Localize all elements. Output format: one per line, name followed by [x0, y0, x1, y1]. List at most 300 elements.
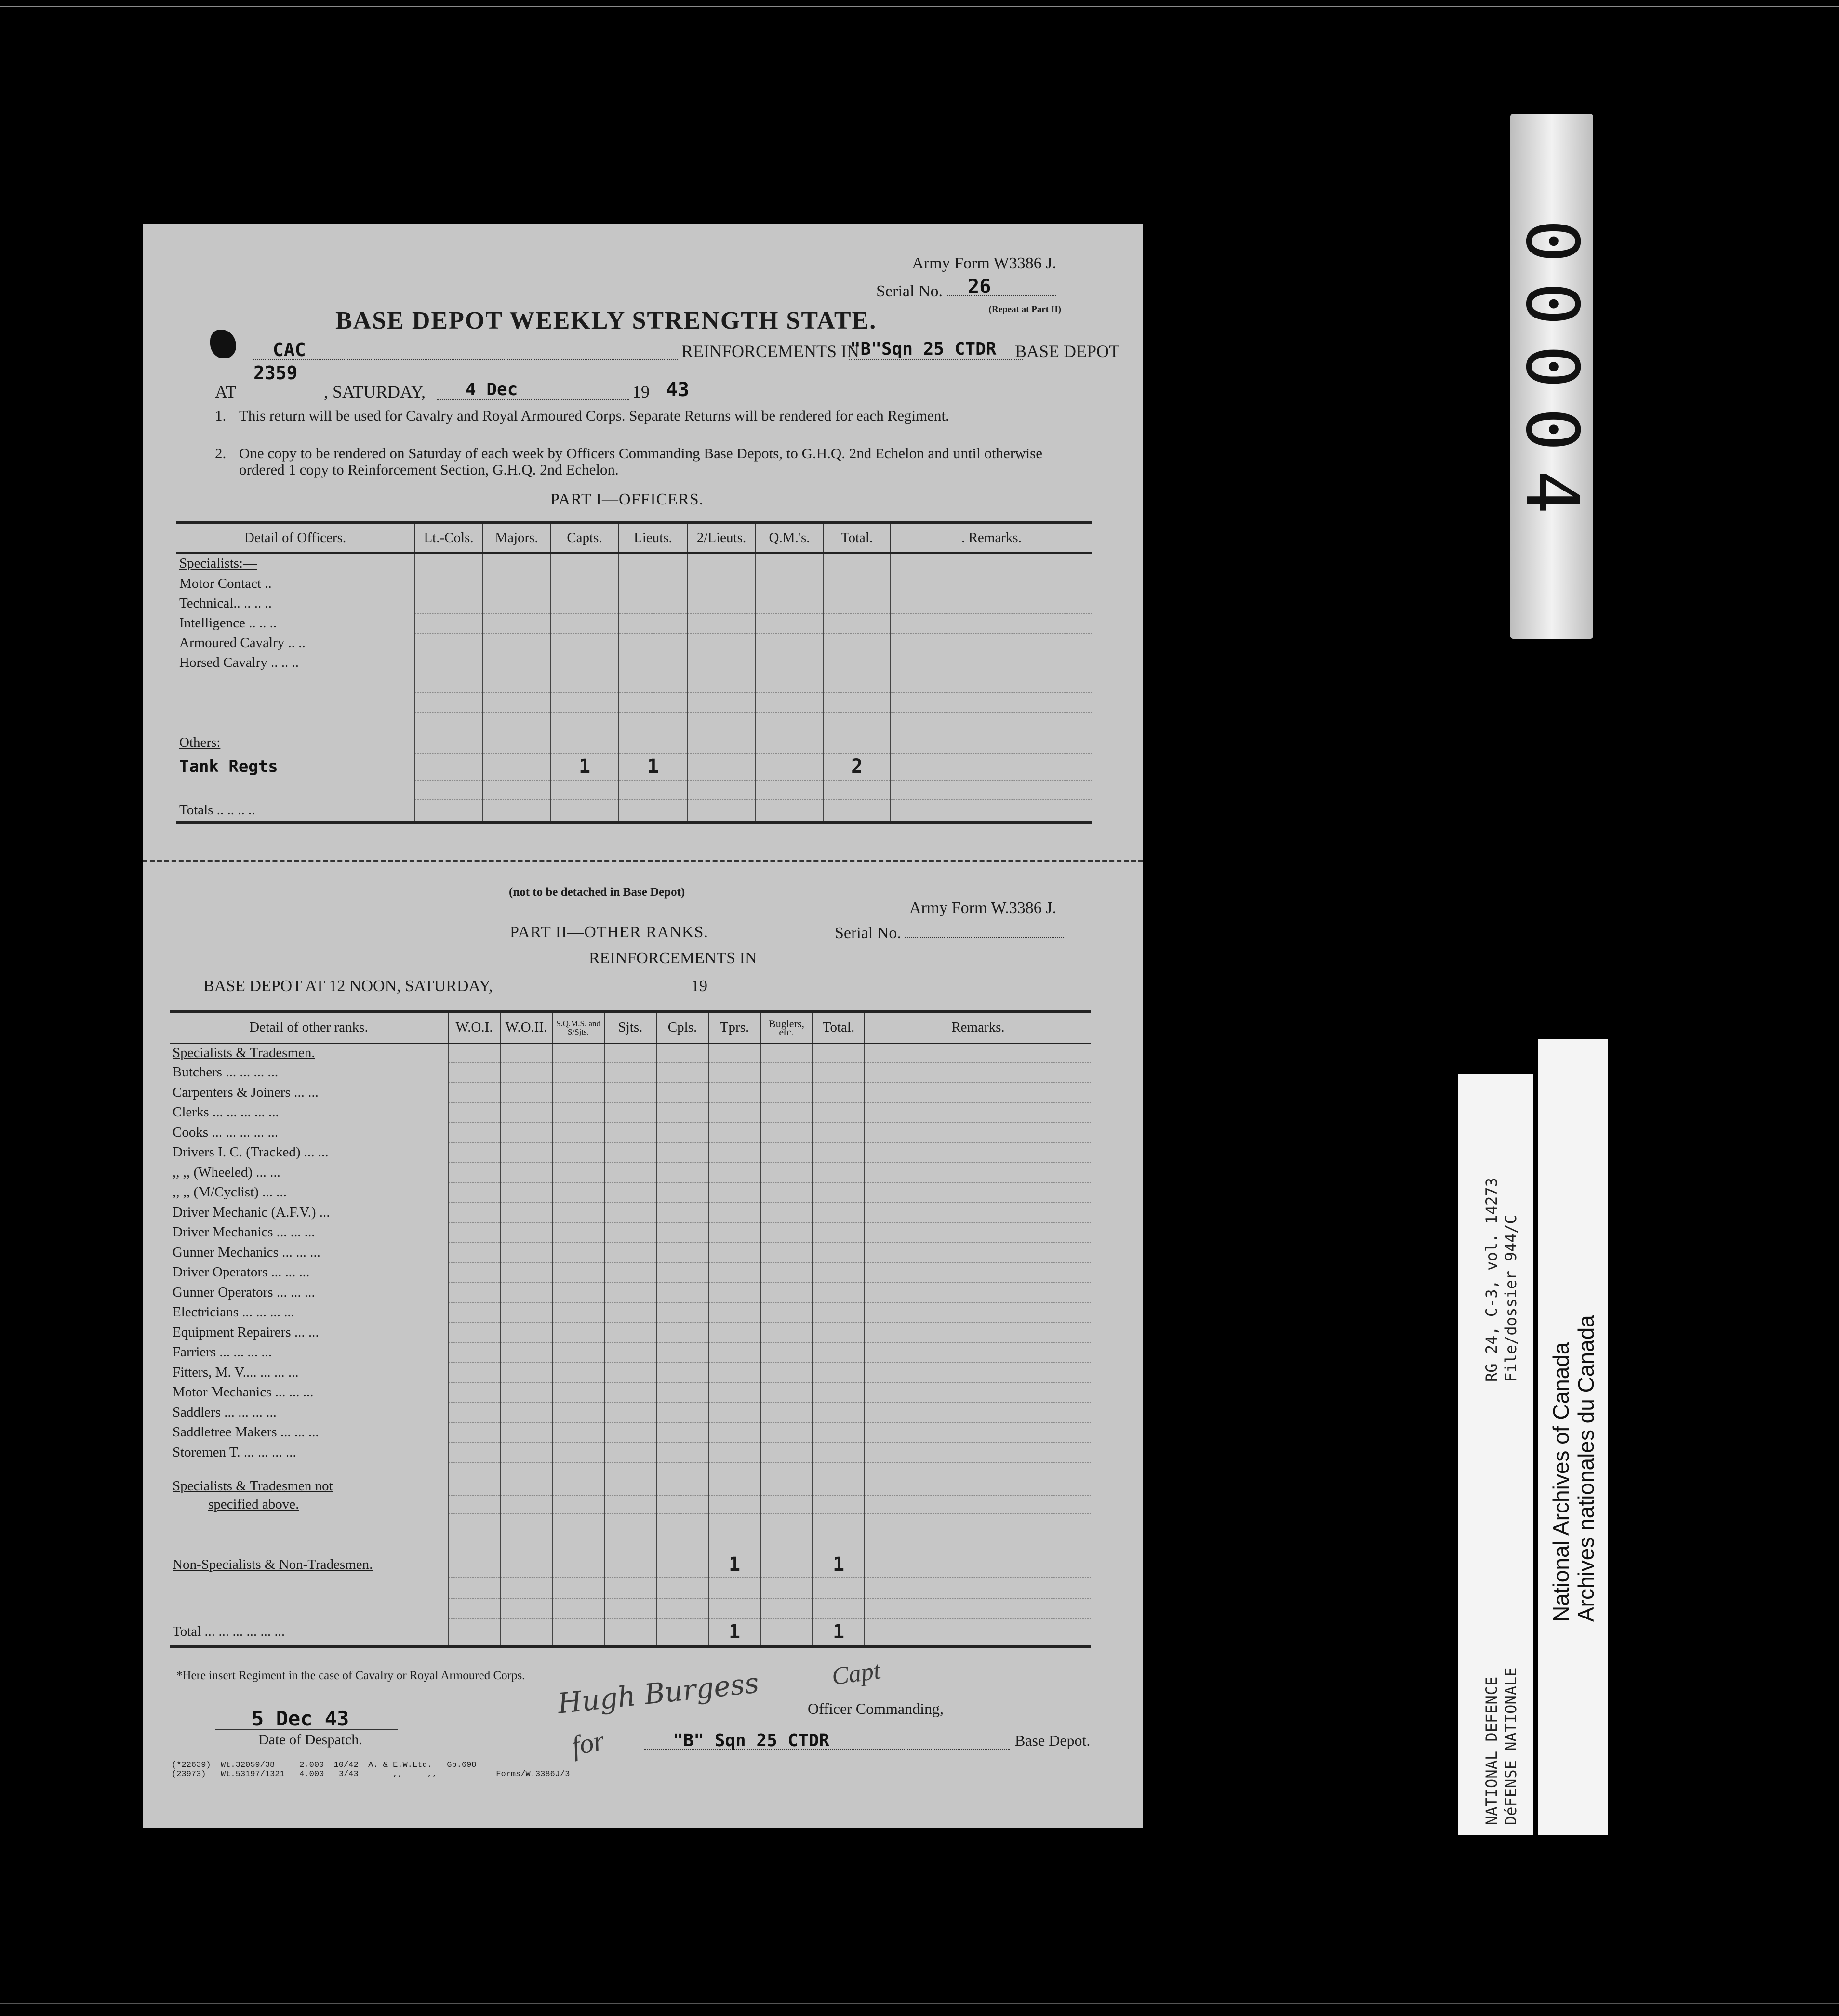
cell: [813, 1513, 865, 1533]
at-line: [215, 362, 841, 406]
cell: [865, 1363, 1091, 1383]
cell: [756, 653, 823, 673]
row-label: Carpenters & Joiners ... ...: [173, 1084, 319, 1100]
cell: [708, 1302, 760, 1323]
trade-row: [170, 1302, 1091, 1323]
cell: [619, 613, 687, 633]
row-label: Cooks ... ... ... ... ...: [173, 1124, 279, 1140]
cell: [552, 1342, 604, 1363]
cell: [865, 1262, 1091, 1283]
cell: [760, 1203, 813, 1223]
form-title: BASE DEPOT WEEKLY STRENGTH STATE.: [335, 307, 877, 334]
cell: [865, 1102, 1091, 1123]
signature-rank: Capt: [830, 1657, 882, 1691]
cell: [656, 1477, 708, 1495]
cell: [813, 1533, 865, 1552]
cell: [619, 732, 687, 753]
cell: [448, 1283, 500, 1303]
specialists-tradesmen-heading-row: [170, 1043, 1091, 1062]
cell: [500, 1598, 552, 1618]
other-ranks-table: [170, 1010, 1091, 1648]
cell: [708, 1422, 760, 1443]
at-value: 2359: [253, 362, 298, 384]
row-label: [170, 1462, 448, 1477]
not-detached-note: (not to be detached in Base Depot): [509, 886, 685, 899]
cell: [656, 1302, 708, 1323]
cell: [891, 653, 1092, 673]
cell: [448, 1222, 500, 1243]
cell: [760, 1495, 813, 1513]
cell: [552, 1443, 604, 1463]
specialist-row: [176, 633, 1092, 653]
totals-row: [176, 799, 1092, 822]
trade-row: [170, 1243, 1091, 1263]
cell: [823, 633, 891, 653]
cell: [891, 732, 1092, 753]
cell: [813, 1495, 865, 1513]
cell: [760, 1598, 813, 1618]
cell: 1: [708, 1552, 760, 1577]
row-label: Fitters, M. V.... ... ... ...: [173, 1364, 299, 1380]
perforation-line: [143, 860, 1143, 862]
despatch-line: [215, 1729, 398, 1730]
cell: [760, 1513, 813, 1533]
cell: [552, 1163, 604, 1183]
cell: [760, 1302, 813, 1323]
specialist-row: [176, 574, 1092, 594]
row-label: ,, ,, (Wheeled) ... ...: [173, 1164, 280, 1180]
cell: [448, 1382, 500, 1403]
cell: [891, 753, 1092, 780]
cell: [656, 1222, 708, 1243]
cell: [760, 1043, 813, 1062]
cell: [865, 1513, 1091, 1533]
cell: [756, 673, 823, 692]
col-buglers: Buglers, etc.: [760, 1011, 813, 1043]
cell: [448, 1363, 500, 1383]
cell: [708, 1363, 760, 1383]
non-specialists-row: [170, 1552, 1091, 1577]
form-page: [143, 224, 1143, 1828]
cell: [813, 1083, 865, 1103]
cell: [656, 1618, 708, 1646]
cell: [619, 692, 687, 712]
cell: [708, 1182, 760, 1203]
cell: [823, 780, 891, 799]
row-label: [170, 1598, 448, 1618]
cell: [760, 1382, 813, 1403]
cell: [823, 574, 891, 594]
cell: [552, 1495, 604, 1513]
cell: [604, 1302, 656, 1323]
row-label: [170, 1533, 448, 1552]
cell: [656, 1163, 708, 1183]
footnote: *Here insert Regiment in the case of Cavalry or Royal Armoured Corps.: [176, 1669, 525, 1682]
cell: [500, 1203, 552, 1223]
cell: [500, 1262, 552, 1283]
film-top-edge: [0, 6, 1839, 7]
part2-base-depot-line: BASE DEPOT AT 12 NOON, SATURDAY, 19: [203, 977, 707, 995]
cell: [708, 1043, 760, 1062]
cell: [604, 1323, 656, 1343]
cell: [604, 1462, 656, 1477]
cell: [552, 1477, 604, 1495]
row-label: Armoured Cavalry .. ..: [179, 635, 306, 650]
cell: [483, 594, 550, 613]
cell: [756, 732, 823, 753]
cell: [414, 673, 483, 692]
cell: [448, 1513, 500, 1533]
cell: [552, 1283, 604, 1303]
cell: [813, 1363, 865, 1383]
cell: [656, 1403, 708, 1423]
col-woi: W.O.I.: [448, 1011, 500, 1043]
cell: [500, 1323, 552, 1343]
col-majors: Majors.: [483, 523, 550, 553]
cell: [500, 1618, 552, 1646]
cell: [550, 653, 619, 673]
cell: [448, 1618, 500, 1646]
cell: [756, 574, 823, 594]
cell: [552, 1102, 604, 1123]
cell: [500, 1462, 552, 1477]
cell: [550, 692, 619, 712]
cell: [756, 799, 823, 822]
cell: [483, 553, 550, 574]
trade-row: [170, 1403, 1091, 1423]
row-label: Saddlers ... ... ... ...: [173, 1404, 277, 1420]
cell: [414, 712, 483, 732]
cell: [865, 1462, 1091, 1477]
blank-row: [170, 1533, 1091, 1552]
national-archives-card: [1538, 1039, 1608, 1835]
cell: [708, 1443, 760, 1463]
rg-reference: RG 24, C-3, vol. 14273: [1482, 1178, 1501, 1382]
cell: [813, 1403, 865, 1423]
cell: [708, 1323, 760, 1343]
cell: [656, 1083, 708, 1103]
cell: [760, 1363, 813, 1383]
row-label: Gunner Operators ... ... ...: [173, 1284, 315, 1300]
cell: [708, 1513, 760, 1533]
cell: [604, 1043, 656, 1062]
cell: [500, 1302, 552, 1323]
col-remarks: . Remarks.: [891, 523, 1092, 553]
cell: [552, 1462, 604, 1477]
row-label: Driver Operators ... ... ...: [173, 1264, 310, 1280]
cell: [823, 799, 891, 822]
cell: [500, 1283, 552, 1303]
part2-army-form: Army Form W.3386 J.: [909, 899, 1056, 917]
cell: [414, 553, 483, 574]
reinforcements-label: REINFORCEMENTS IN: [681, 342, 860, 361]
cell: [550, 574, 619, 594]
cell: [604, 1203, 656, 1223]
cell: [813, 1382, 865, 1403]
cell: [760, 1222, 813, 1243]
cell: [813, 1222, 865, 1243]
col-lieuts: Lieuts.: [619, 523, 687, 553]
cell: [756, 712, 823, 732]
cell: [552, 1062, 604, 1083]
cell: [865, 1552, 1091, 1577]
national-defence-card: [1458, 1074, 1533, 1835]
trade-row: [170, 1123, 1091, 1143]
cell: [604, 1477, 656, 1495]
cell: [414, 574, 483, 594]
cell: [760, 1323, 813, 1343]
trade-row: [170, 1083, 1091, 1103]
cell: [552, 1598, 604, 1618]
trade-row: [170, 1262, 1091, 1283]
cell: [865, 1163, 1091, 1183]
cell: [891, 673, 1092, 692]
row-label: [170, 1577, 448, 1598]
col-detail: Detail of Officers.: [176, 523, 414, 553]
cell: [448, 1243, 500, 1263]
blank-row: [170, 1577, 1091, 1598]
cell: [708, 1342, 760, 1363]
cell: [448, 1422, 500, 1443]
cell: [656, 1243, 708, 1263]
file-reference: File/dossier 944/C: [1502, 1215, 1520, 1382]
cell: [865, 1533, 1091, 1552]
cell: [552, 1142, 604, 1163]
cell: [813, 1163, 865, 1183]
cell: 2: [823, 753, 891, 780]
row-label: Driver Mechanics ... ... ...: [173, 1224, 315, 1240]
cell: [448, 1443, 500, 1463]
army-form-number: Army Form W3386 J.: [912, 254, 1056, 272]
cell: [687, 692, 756, 712]
cell: [708, 1533, 760, 1552]
cell: [552, 1422, 604, 1443]
cell: [813, 1062, 865, 1083]
cell: [604, 1062, 656, 1083]
row-label: Non-Specialists & Non-Tradesmen.: [173, 1556, 373, 1572]
cell: [687, 673, 756, 692]
cell: [550, 732, 619, 753]
cell: [552, 1403, 604, 1423]
cell: [448, 1462, 500, 1477]
cell: [448, 1142, 500, 1163]
cell: [823, 732, 891, 753]
cell: [604, 1342, 656, 1363]
row-label: specified above.: [208, 1496, 299, 1512]
cell: [760, 1243, 813, 1263]
cell: [687, 613, 756, 633]
trade-row: [170, 1182, 1091, 1203]
cell: [760, 1477, 813, 1495]
cell: [687, 780, 756, 799]
cell: [760, 1533, 813, 1552]
row-label: Horsed Cavalry .. .. ..: [179, 655, 299, 670]
cell: [483, 653, 550, 673]
cell: [552, 1323, 604, 1343]
cell: [823, 673, 891, 692]
row-label: Equipment Repairers ... ...: [173, 1324, 319, 1340]
cell: [483, 753, 550, 780]
cell: 1: [708, 1618, 760, 1646]
cell: [687, 553, 756, 574]
cell: [604, 1618, 656, 1646]
cell: [756, 613, 823, 633]
serial-line: [946, 295, 1056, 296]
cell: [550, 594, 619, 613]
trade-row: [170, 1102, 1091, 1123]
row-label: Storemen T. ... ... ... ...: [173, 1444, 296, 1460]
cell: [500, 1062, 552, 1083]
cell: [448, 1552, 500, 1577]
others-heading-row: [176, 732, 1092, 753]
col-sqms: S.Q.M.S. and S/Sjts.: [552, 1011, 604, 1043]
cell: [708, 1203, 760, 1223]
cell: [414, 633, 483, 653]
cell: [552, 1083, 604, 1103]
officers-header-row: [176, 523, 1092, 553]
cell: [550, 633, 619, 653]
cell: [891, 553, 1092, 574]
cell: [708, 1262, 760, 1283]
cell: [656, 1382, 708, 1403]
cell: [619, 799, 687, 822]
cell: [619, 653, 687, 673]
cell: [552, 1382, 604, 1403]
cell: [687, 712, 756, 732]
cell: [813, 1342, 865, 1363]
cell: [552, 1262, 604, 1283]
cell: [813, 1462, 865, 1477]
cell: [550, 553, 619, 574]
cell: [813, 1182, 865, 1203]
cell: [500, 1222, 552, 1243]
cell: [687, 574, 756, 594]
cell: [708, 1462, 760, 1477]
cell: [604, 1513, 656, 1533]
cell: [619, 594, 687, 613]
row-label: Drivers I. C. (Tracked) ... ...: [173, 1144, 329, 1160]
cell: [891, 574, 1092, 594]
cell: [865, 1123, 1091, 1143]
cell: [813, 1477, 865, 1495]
cell: [483, 799, 550, 822]
cell: [865, 1142, 1091, 1163]
cell: [708, 1163, 760, 1183]
blank-row: [170, 1513, 1091, 1533]
row-label: Total ... ... ... ... ... ...: [173, 1624, 285, 1639]
cell: [865, 1495, 1091, 1513]
cell: [552, 1243, 604, 1263]
cell: [500, 1182, 552, 1203]
cell: [865, 1323, 1091, 1343]
cell: [448, 1083, 500, 1103]
cell: [604, 1182, 656, 1203]
cell: [823, 613, 891, 633]
cell: [708, 1062, 760, 1083]
cell: [656, 1533, 708, 1552]
cell: [708, 1102, 760, 1123]
cell: [500, 1342, 552, 1363]
col-sjts: Sjts.: [604, 1011, 656, 1043]
corps-value: CAC: [273, 339, 306, 360]
cell: [708, 1598, 760, 1618]
cell: [448, 1182, 500, 1203]
cell: [448, 1323, 500, 1343]
cell: 1: [619, 753, 687, 780]
cell: [550, 712, 619, 732]
cell: [891, 799, 1092, 822]
col-detail-ranks: Detail of other ranks.: [170, 1011, 448, 1043]
cell: [604, 1163, 656, 1183]
cell: [891, 712, 1092, 732]
cell: [891, 613, 1092, 633]
despatch-date: 5 Dec 43: [252, 1707, 349, 1730]
cell: [656, 1102, 708, 1123]
blank-row: [176, 692, 1092, 712]
cell: [500, 1577, 552, 1598]
cell: [813, 1262, 865, 1283]
cell: [414, 653, 483, 673]
cell: [813, 1102, 865, 1123]
cell: [448, 1577, 500, 1598]
cell: [656, 1513, 708, 1533]
cell: [604, 1422, 656, 1443]
cell: [414, 799, 483, 822]
nac-en: National Archives of Canada: [1548, 1342, 1573, 1622]
cell: [483, 712, 550, 732]
cell: [500, 1142, 552, 1163]
trade-row: [170, 1062, 1091, 1083]
base-depot-footer: Base Depot.: [1015, 1732, 1091, 1749]
cell: [865, 1477, 1091, 1495]
row-label: Tank Regts: [179, 757, 278, 776]
row-label: Technical.. .. .. ..: [179, 596, 272, 611]
blank-row: [170, 1462, 1091, 1477]
col-2-lieuts: 2/Lieuts.: [687, 523, 756, 553]
cell: [656, 1495, 708, 1513]
cell: [500, 1552, 552, 1577]
row-label: Saddletree Makers ... ... ...: [173, 1424, 319, 1440]
cell: [865, 1083, 1091, 1103]
cell: [604, 1083, 656, 1103]
cell: [760, 1462, 813, 1477]
cell: [500, 1043, 552, 1062]
cell: [813, 1422, 865, 1443]
cell: [604, 1123, 656, 1143]
cell: [604, 1222, 656, 1243]
cell: [813, 1577, 865, 1598]
cell: [552, 1203, 604, 1223]
row-label: Farriers ... ... ... ...: [173, 1344, 272, 1360]
cell: [760, 1123, 813, 1143]
nd-en: NATIONAL DEFENCE: [1482, 1676, 1501, 1825]
cell: 1: [813, 1618, 865, 1646]
specialist-row: [176, 594, 1092, 613]
cell: [552, 1513, 604, 1533]
cell: [813, 1203, 865, 1223]
cell: [813, 1123, 865, 1143]
cell: [604, 1552, 656, 1577]
cell: [891, 692, 1092, 712]
row-label: Driver Mechanic (A.F.V.) ...: [173, 1204, 330, 1220]
total-row: [170, 1618, 1091, 1646]
trade-row: [170, 1283, 1091, 1303]
col-remarks-ranks: Remarks.: [865, 1011, 1091, 1043]
frame-number: 00004: [1510, 219, 1594, 533]
cell: [550, 799, 619, 822]
officer-commanding: Officer Commanding,: [808, 1700, 944, 1717]
cell: [823, 653, 891, 673]
